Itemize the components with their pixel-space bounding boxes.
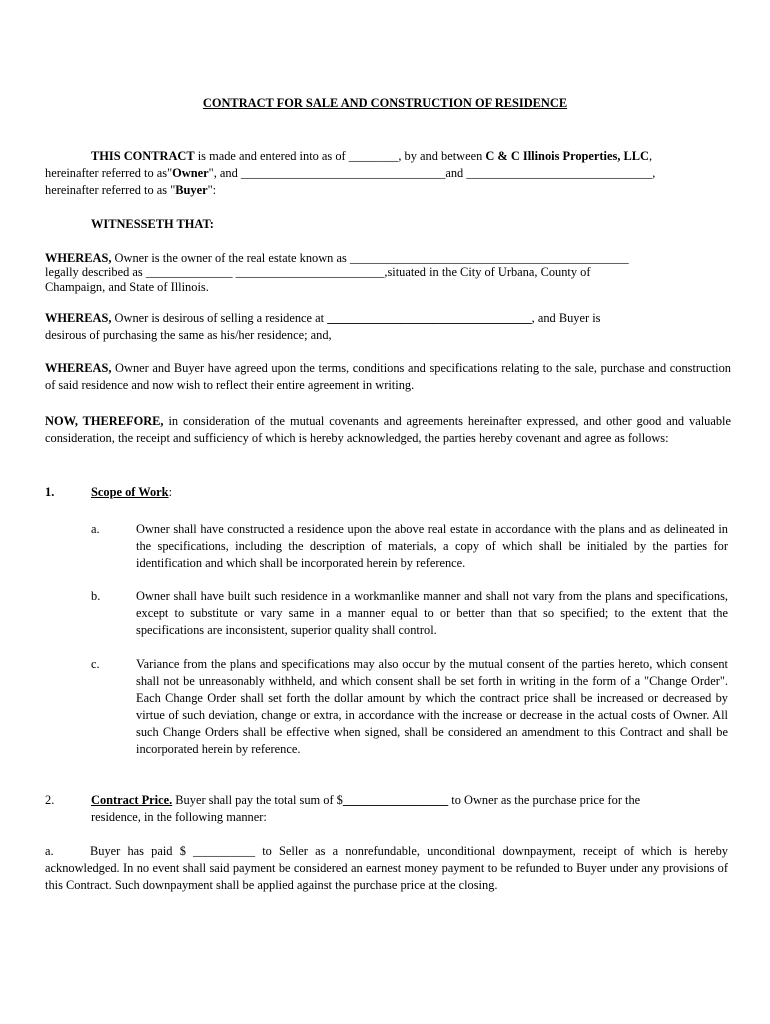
section-1-item-a-text: Owner shall have constructed a residence upon the above real estate in accordance with the plans and as delineated in the specifications, including the description of materials, a copy of which shall be initialed by the parties for identification and which shall be incorporated herein by reference. bbox=[136, 522, 728, 570]
section-2-line-2: residence, in the following manner: bbox=[91, 810, 267, 824]
this-contract-label: THIS CONTRACT bbox=[91, 149, 195, 163]
section-1-heading: Scope of Work: bbox=[91, 485, 173, 499]
section-2-item-a-text: Buyer has paid $ __________ to Seller as a nonrefundable, unconditional downpayment, receipt of which is hereby acknowledged. In no event shall said payment be considered an earnest money payment to be refunded to Buyer under any provisions of this Contract. Such downpayment shall be applied against the purchase price at the closing. bbox=[45, 844, 728, 892]
intro-text-1: is made and entered into as of ________, by and between bbox=[194, 149, 486, 163]
intro-line-3: hereinafter referred to as "Buyer": bbox=[45, 183, 217, 197]
section-2-heading: Contract Price. bbox=[91, 793, 173, 807]
section-1-item-c-text: Variance from the plans and specifications may also occur by the mutual consent of the parties hereto, which consent shall not be unreasonably withheld, and which consent shall be set forth in writing in the form of a "Change Order". Each Change Order shall set forth the dollar amount by which the contract price shall be increased or decreased by virtue of such deviation, change or extra, in accordance with the increase or decrease in the actual costs of Owner. All such Change Orders shall be effective when signed, shall be considered an amendment to this Contract and shall be incorporated herein by reference. bbox=[136, 657, 728, 756]
whereas-1-line-2: legally described as ______________ ________________________,situated in the City of Urbana, County of bbox=[45, 265, 591, 279]
owner-term: Owner bbox=[172, 166, 209, 180]
intro-line-2: hereinafter referred to as"Owner", and _________________________________and ______________________________, bbox=[45, 166, 656, 180]
whereas-1-line-3: Champaign, and State of Illinois. bbox=[45, 280, 209, 294]
legal-description-blank: ______________ ________________________ bbox=[145, 265, 385, 279]
whereas-2-line-2: desirous of purchasing the same as his/her residence; and, bbox=[45, 328, 332, 342]
document-title: CONTRACT FOR SALE AND CONSTRUCTION OF RESIDENCE bbox=[202, 96, 568, 110]
section-1-item-c-label: c. bbox=[91, 657, 100, 671]
section-1-item-b-label: b. bbox=[91, 589, 101, 603]
whereas-1-line-1: WHEREAS, Owner is the owner of the real estate known as _____________________________________________ bbox=[45, 251, 629, 265]
company-name: C & C Illinois Properties, LLC bbox=[485, 149, 649, 163]
now-therefore-paragraph: NOW, THEREFORE, in consideration of the mutual covenants and agreements hereinafter expressed, and other good and valuable consideration, the receipt and sufficiency of which is hereby acknowledged, the parties hereby covenant and agree as follows: bbox=[45, 414, 731, 445]
intro-line-1: THIS CONTRACT is made and entered into as of ________, by and between C & C Illinois Properties, LLC, bbox=[91, 149, 653, 163]
section-2-line-1: Contract Price. Buyer shall pay the total sum of $_________________ to Owner as the purchase price for the bbox=[91, 793, 641, 807]
witnesseth-heading: WITNESSETH THAT: bbox=[91, 217, 214, 231]
section-1-number: 1. bbox=[45, 485, 55, 499]
buyer-term: Buyer bbox=[175, 183, 208, 197]
section-2-item-a bbox=[45, 843, 728, 894]
whereas-2-line-1: WHEREAS, Owner is desirous of selling a residence at _________________________________, and Buyer is bbox=[45, 311, 601, 325]
whereas-3-paragraph: WHEREAS, Owner and Buyer have agreed upon the terms, conditions and specifications relating to the sale, purchase and construction of said residence and now wish to reflect their entire agreement in writing. bbox=[45, 361, 731, 392]
purchase-price-blank: _________________ bbox=[342, 793, 449, 807]
section-1-item-b-text: Owner shall have built such residence in a workmanlike manner and shall not vary from the plans and specifications, except to substitute or vary same in a manner equal to or better than that so specified; to the extent that the specifications are inconsistent, superior quality shall control. bbox=[136, 589, 728, 637]
section-2-number: 2. bbox=[45, 793, 55, 807]
residence-address-blank: _________________________________ bbox=[327, 311, 532, 325]
section-1-item-a-label: a. bbox=[91, 522, 100, 536]
section-2-item-a-label: a. bbox=[45, 844, 54, 858]
